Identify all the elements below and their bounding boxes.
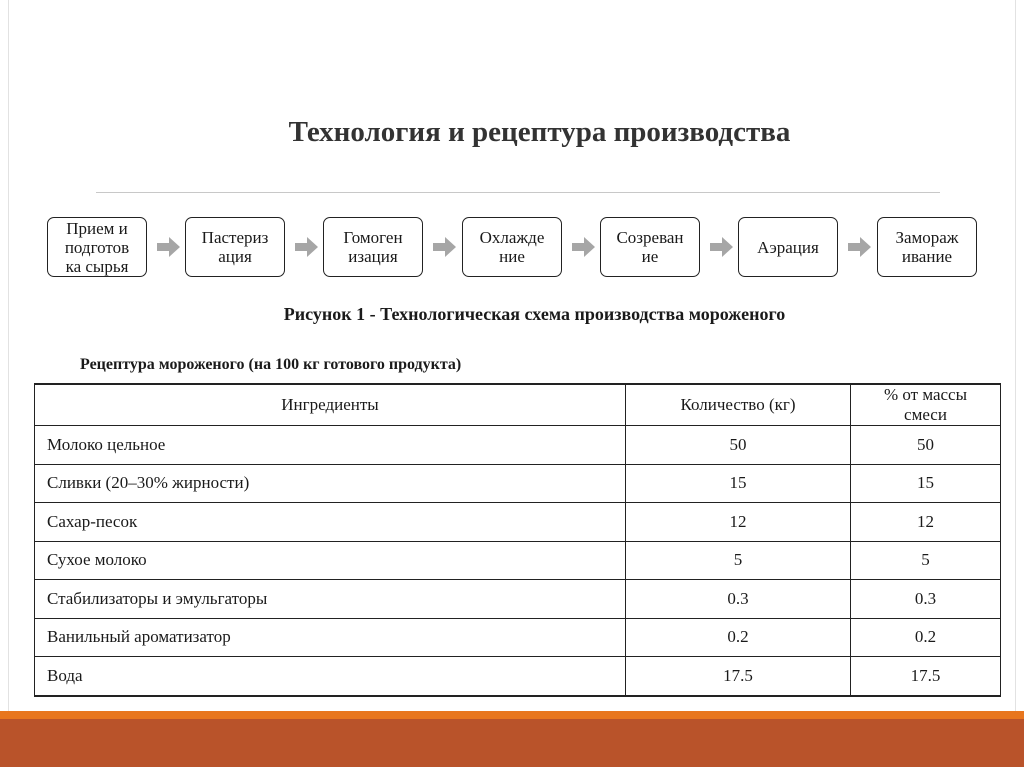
header-percent: % от массы смеси bbox=[851, 384, 1001, 426]
cell-percent: 17.5 bbox=[851, 657, 1001, 696]
cell-quantity: 15 bbox=[626, 464, 851, 503]
cell-percent: 15 bbox=[851, 464, 1001, 503]
flow-step-intake: Прием и подготов ка сырья bbox=[47, 217, 147, 277]
flow-step-freezing: Замораж ивание bbox=[877, 217, 977, 277]
cell-quantity: 0.3 bbox=[626, 580, 851, 619]
table-row bbox=[35, 464, 1001, 503]
cell-ingredient: Сахар-песок bbox=[35, 503, 626, 542]
arrow-right-icon bbox=[295, 236, 319, 258]
cell-percent: 0.2 bbox=[851, 618, 1001, 657]
cell-percent: 12 bbox=[851, 503, 1001, 542]
arrow-right-icon bbox=[710, 236, 734, 258]
flow-step-cooling: Охлажде ние bbox=[462, 217, 562, 277]
cell-percent: 5 bbox=[851, 541, 1001, 580]
arrow-right-icon bbox=[157, 236, 181, 258]
footer-bar bbox=[0, 719, 1024, 767]
table-row bbox=[35, 503, 1001, 542]
flow-step-maturation: Созреван ие bbox=[600, 217, 700, 277]
slide-frame-right bbox=[1015, 0, 1024, 712]
table-header-row bbox=[35, 384, 1001, 426]
cell-percent: 0.3 bbox=[851, 580, 1001, 619]
header-quantity: Количество (кг) bbox=[626, 384, 851, 426]
arrow-right-icon bbox=[848, 236, 872, 258]
cell-ingredient: Сливки (20–30% жирности) bbox=[35, 464, 626, 503]
flow-step-homogenization: Гомоген изация bbox=[323, 217, 423, 277]
table-row bbox=[35, 541, 1001, 580]
table-row bbox=[35, 580, 1001, 619]
slide-frame-left bbox=[0, 0, 9, 712]
footer-accent-bar bbox=[0, 711, 1024, 719]
cell-quantity: 50 bbox=[626, 426, 851, 465]
cell-quantity: 12 bbox=[626, 503, 851, 542]
cell-ingredient: Вода bbox=[35, 657, 626, 696]
table-row bbox=[35, 657, 1001, 696]
flow-step-pasteurization: Пастериз ация bbox=[185, 217, 285, 277]
process-flow-diagram bbox=[47, 217, 977, 279]
cell-ingredient: Сухое молоко bbox=[35, 541, 626, 580]
flow-step-aeration: Аэрация bbox=[738, 217, 838, 277]
cell-ingredient: Стабилизаторы и эмульгаторы bbox=[35, 580, 626, 619]
cell-ingredient: Молоко цельное bbox=[35, 426, 626, 465]
figure-caption: Рисунок 1 - Технологическая схема производства мороженого bbox=[283, 304, 786, 324]
table-row bbox=[35, 618, 1001, 657]
recipe-table bbox=[34, 383, 1001, 697]
table-caption: Рецептура мороженого (на 100 кг готового продукта) bbox=[80, 356, 462, 373]
title-divider bbox=[96, 192, 940, 193]
cell-quantity: 0.2 bbox=[626, 618, 851, 657]
header-ingredients: Ингредиенты bbox=[35, 384, 626, 426]
table-row bbox=[35, 426, 1001, 465]
cell-percent: 50 bbox=[851, 426, 1001, 465]
cell-ingredient: Ванильный ароматизатор bbox=[35, 618, 626, 657]
cell-quantity: 17.5 bbox=[626, 657, 851, 696]
arrow-right-icon bbox=[572, 236, 596, 258]
arrow-right-icon bbox=[433, 236, 457, 258]
slide-title: Технология и рецептура производства bbox=[288, 116, 791, 148]
cell-quantity: 5 bbox=[626, 541, 851, 580]
